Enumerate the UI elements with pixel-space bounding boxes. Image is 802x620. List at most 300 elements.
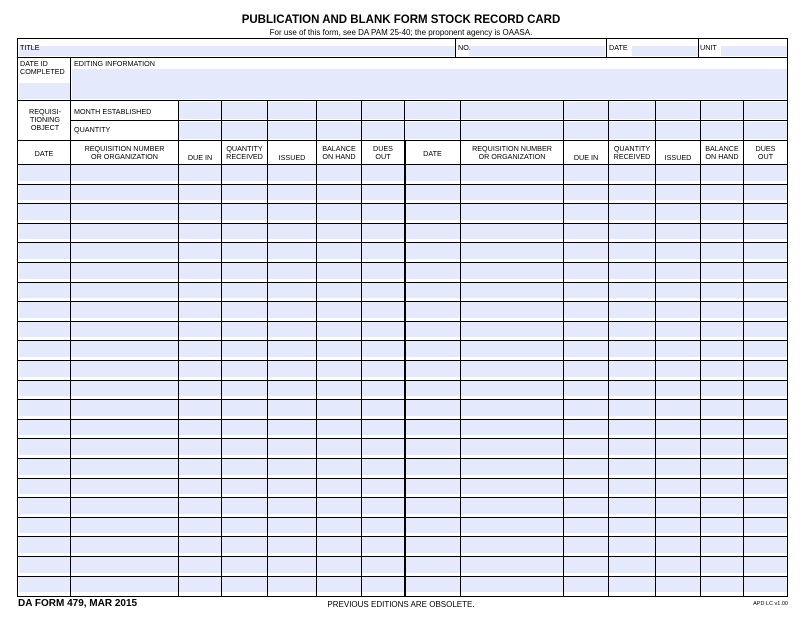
table-cell[interactable] [405, 577, 460, 593]
table-cell[interactable] [268, 322, 316, 338]
table-cell[interactable] [317, 165, 361, 181]
table-cell[interactable] [609, 341, 655, 357]
table-cell[interactable] [19, 243, 70, 259]
table-cell[interactable] [179, 381, 221, 397]
table-cell[interactable] [744, 302, 787, 318]
table-cell[interactable] [609, 537, 655, 553]
table-cell[interactable] [71, 243, 178, 259]
table-cell[interactable] [179, 479, 221, 495]
table-cell[interactable] [744, 204, 787, 220]
table-cell[interactable] [362, 361, 404, 377]
table-cell[interactable] [179, 204, 221, 220]
table-cell[interactable] [744, 420, 787, 436]
table-cell[interactable] [744, 557, 787, 573]
table-cell[interactable] [268, 185, 316, 201]
table-cell[interactable] [179, 263, 221, 279]
table-cell[interactable] [701, 577, 743, 593]
table-cell[interactable] [405, 341, 460, 357]
table-cell[interactable] [744, 341, 787, 357]
table-cell[interactable] [656, 361, 700, 377]
table-cell[interactable] [362, 165, 404, 181]
table-cell[interactable] [268, 381, 316, 397]
table-cell[interactable] [744, 381, 787, 397]
table-cell[interactable] [179, 361, 221, 377]
table-cell[interactable] [744, 185, 787, 201]
table-cell[interactable] [19, 185, 70, 201]
table-cell[interactable] [362, 479, 404, 495]
table-cell[interactable] [362, 498, 404, 514]
table-cell[interactable] [71, 381, 178, 397]
table-cell[interactable] [71, 498, 178, 514]
table-cell[interactable] [71, 302, 178, 318]
table-cell[interactable] [222, 361, 267, 377]
month-established-cell[interactable] [701, 102, 743, 119]
table-cell[interactable] [19, 263, 70, 279]
table-cell[interactable] [744, 400, 787, 416]
table-cell[interactable] [701, 361, 743, 377]
table-cell[interactable] [564, 439, 608, 455]
table-cell[interactable] [744, 577, 787, 593]
table-cell[interactable] [609, 224, 655, 240]
table-cell[interactable] [656, 204, 700, 220]
table-cell[interactable] [317, 302, 361, 318]
date-id-completed-field[interactable] [19, 83, 70, 99]
table-cell[interactable] [701, 381, 743, 397]
table-cell[interactable] [179, 341, 221, 357]
table-cell[interactable] [461, 322, 563, 338]
table-cell[interactable] [609, 302, 655, 318]
table-cell[interactable] [461, 459, 563, 475]
table-cell[interactable] [609, 381, 655, 397]
table-cell[interactable] [317, 204, 361, 220]
table-cell[interactable] [656, 341, 700, 357]
table-cell[interactable] [179, 420, 221, 436]
table-cell[interactable] [317, 439, 361, 455]
month-established-cell[interactable] [268, 102, 316, 119]
table-cell[interactable] [268, 263, 316, 279]
no-field[interactable] [469, 46, 605, 56]
table-cell[interactable] [362, 243, 404, 259]
table-cell[interactable] [701, 459, 743, 475]
table-cell[interactable] [461, 302, 563, 318]
table-cell[interactable] [362, 322, 404, 338]
table-cell[interactable] [362, 400, 404, 416]
table-cell[interactable] [656, 459, 700, 475]
table-cell[interactable] [71, 185, 178, 201]
table-cell[interactable] [405, 459, 460, 475]
month-established-cell[interactable] [405, 102, 460, 119]
table-cell[interactable] [461, 263, 563, 279]
table-cell[interactable] [701, 498, 743, 514]
table-cell[interactable] [564, 381, 608, 397]
table-cell[interactable] [222, 420, 267, 436]
table-cell[interactable] [222, 263, 267, 279]
table-cell[interactable] [317, 381, 361, 397]
table-cell[interactable] [179, 498, 221, 514]
table-cell[interactable] [656, 263, 700, 279]
date-field[interactable] [632, 46, 699, 56]
table-cell[interactable] [317, 263, 361, 279]
table-cell[interactable] [405, 479, 460, 495]
table-cell[interactable] [179, 518, 221, 534]
table-cell[interactable] [71, 557, 178, 573]
table-cell[interactable] [362, 283, 404, 299]
table-cell[interactable] [405, 204, 460, 220]
table-cell[interactable] [701, 479, 743, 495]
table-cell[interactable] [701, 341, 743, 357]
table-cell[interactable] [461, 400, 563, 416]
table-cell[interactable] [461, 341, 563, 357]
table-cell[interactable] [71, 420, 178, 436]
table-cell[interactable] [317, 577, 361, 593]
table-cell[interactable] [405, 185, 460, 201]
month-established-cell[interactable] [744, 102, 787, 119]
requisitioning-quantity-cell[interactable] [461, 122, 563, 139]
table-cell[interactable] [609, 243, 655, 259]
table-cell[interactable] [179, 243, 221, 259]
table-cell[interactable] [317, 537, 361, 553]
table-cell[interactable] [317, 459, 361, 475]
unit-field[interactable] [721, 46, 787, 56]
table-cell[interactable] [71, 263, 178, 279]
table-cell[interactable] [317, 341, 361, 357]
table-cell[interactable] [656, 577, 700, 593]
table-cell[interactable] [405, 283, 460, 299]
table-cell[interactable] [19, 224, 70, 240]
table-cell[interactable] [564, 537, 608, 553]
table-cell[interactable] [461, 577, 563, 593]
table-cell[interactable] [564, 361, 608, 377]
table-cell[interactable] [362, 557, 404, 573]
table-cell[interactable] [744, 537, 787, 553]
table-cell[interactable] [461, 518, 563, 534]
requisitioning-quantity-cell[interactable] [268, 122, 316, 139]
table-cell[interactable] [268, 204, 316, 220]
table-cell[interactable] [701, 224, 743, 240]
table-cell[interactable] [317, 283, 361, 299]
table-cell[interactable] [362, 341, 404, 357]
table-cell[interactable] [222, 400, 267, 416]
table-cell[interactable] [222, 243, 267, 259]
table-cell[interactable] [461, 204, 563, 220]
table-cell[interactable] [405, 165, 460, 181]
table-cell[interactable] [268, 283, 316, 299]
table-cell[interactable] [405, 420, 460, 436]
table-cell[interactable] [19, 400, 70, 416]
table-cell[interactable] [656, 537, 700, 553]
table-cell[interactable] [19, 537, 70, 553]
table-cell[interactable] [564, 459, 608, 475]
table-cell[interactable] [656, 381, 700, 397]
table-cell[interactable] [268, 498, 316, 514]
table-cell[interactable] [71, 577, 178, 593]
table-cell[interactable] [268, 479, 316, 495]
table-cell[interactable] [19, 420, 70, 436]
month-established-cell[interactable] [317, 102, 361, 119]
table-cell[interactable] [19, 498, 70, 514]
table-cell[interactable] [656, 420, 700, 436]
table-cell[interactable] [461, 185, 563, 201]
table-cell[interactable] [362, 439, 404, 455]
table-cell[interactable] [179, 302, 221, 318]
table-cell[interactable] [19, 518, 70, 534]
table-cell[interactable] [71, 341, 178, 357]
table-cell[interactable] [701, 518, 743, 534]
table-cell[interactable] [19, 341, 70, 357]
table-cell[interactable] [461, 420, 563, 436]
table-cell[interactable] [461, 224, 563, 240]
table-cell[interactable] [179, 322, 221, 338]
table-cell[interactable] [609, 459, 655, 475]
table-cell[interactable] [405, 498, 460, 514]
table-cell[interactable] [362, 381, 404, 397]
table-cell[interactable] [656, 224, 700, 240]
table-cell[interactable] [222, 577, 267, 593]
table-cell[interactable] [405, 361, 460, 377]
table-cell[interactable] [656, 283, 700, 299]
table-cell[interactable] [744, 322, 787, 338]
table-cell[interactable] [461, 557, 563, 573]
table-cell[interactable] [362, 263, 404, 279]
table-cell[interactable] [179, 577, 221, 593]
table-cell[interactable] [609, 400, 655, 416]
month-established-cell[interactable] [609, 102, 655, 119]
table-cell[interactable] [564, 322, 608, 338]
table-cell[interactable] [362, 518, 404, 534]
table-cell[interactable] [71, 283, 178, 299]
table-cell[interactable] [222, 204, 267, 220]
table-cell[interactable] [71, 322, 178, 338]
table-cell[interactable] [564, 577, 608, 593]
table-cell[interactable] [71, 224, 178, 240]
table-cell[interactable] [362, 185, 404, 201]
table-cell[interactable] [609, 498, 655, 514]
table-cell[interactable] [268, 400, 316, 416]
table-cell[interactable] [405, 243, 460, 259]
table-cell[interactable] [317, 224, 361, 240]
table-cell[interactable] [609, 204, 655, 220]
table-cell[interactable] [405, 400, 460, 416]
month-established-cell[interactable] [362, 102, 404, 119]
table-cell[interactable] [222, 302, 267, 318]
table-cell[interactable] [701, 283, 743, 299]
table-cell[interactable] [362, 204, 404, 220]
table-cell[interactable] [564, 341, 608, 357]
table-cell[interactable] [222, 224, 267, 240]
requisitioning-quantity-cell[interactable] [222, 122, 267, 139]
table-cell[interactable] [222, 518, 267, 534]
table-cell[interactable] [222, 498, 267, 514]
table-cell[interactable] [609, 557, 655, 573]
requisitioning-quantity-cell[interactable] [701, 122, 743, 139]
table-cell[interactable] [268, 577, 316, 593]
table-cell[interactable] [564, 243, 608, 259]
table-cell[interactable] [222, 165, 267, 181]
month-established-cell[interactable] [179, 102, 221, 119]
table-cell[interactable] [609, 283, 655, 299]
table-cell[interactable] [564, 420, 608, 436]
table-cell[interactable] [317, 361, 361, 377]
table-cell[interactable] [71, 361, 178, 377]
table-cell[interactable] [268, 165, 316, 181]
table-cell[interactable] [609, 361, 655, 377]
table-cell[interactable] [656, 185, 700, 201]
table-cell[interactable] [317, 400, 361, 416]
table-cell[interactable] [744, 283, 787, 299]
table-cell[interactable] [19, 302, 70, 318]
table-cell[interactable] [656, 400, 700, 416]
table-cell[interactable] [609, 518, 655, 534]
table-cell[interactable] [222, 459, 267, 475]
table-cell[interactable] [222, 479, 267, 495]
table-cell[interactable] [564, 400, 608, 416]
table-cell[interactable] [701, 537, 743, 553]
table-cell[interactable] [564, 302, 608, 318]
table-cell[interactable] [268, 439, 316, 455]
table-cell[interactable] [268, 361, 316, 377]
table-cell[interactable] [744, 439, 787, 455]
table-cell[interactable] [362, 577, 404, 593]
table-cell[interactable] [744, 165, 787, 181]
table-cell[interactable] [268, 518, 316, 534]
table-cell[interactable] [701, 185, 743, 201]
table-cell[interactable] [405, 381, 460, 397]
table-cell[interactable] [71, 459, 178, 475]
table-cell[interactable] [701, 263, 743, 279]
table-cell[interactable] [268, 224, 316, 240]
table-cell[interactable] [71, 479, 178, 495]
table-cell[interactable] [609, 263, 655, 279]
table-cell[interactable] [609, 439, 655, 455]
table-cell[interactable] [317, 420, 361, 436]
table-cell[interactable] [179, 537, 221, 553]
table-cell[interactable] [564, 204, 608, 220]
table-cell[interactable] [268, 420, 316, 436]
table-cell[interactable] [317, 479, 361, 495]
table-cell[interactable] [656, 557, 700, 573]
table-cell[interactable] [701, 243, 743, 259]
table-cell[interactable] [19, 283, 70, 299]
table-cell[interactable] [268, 537, 316, 553]
table-cell[interactable] [564, 557, 608, 573]
table-cell[interactable] [461, 439, 563, 455]
table-cell[interactable] [701, 204, 743, 220]
table-cell[interactable] [19, 577, 70, 593]
table-cell[interactable] [744, 243, 787, 259]
table-cell[interactable] [19, 322, 70, 338]
requisitioning-quantity-cell[interactable] [609, 122, 655, 139]
table-cell[interactable] [656, 322, 700, 338]
table-cell[interactable] [71, 165, 178, 181]
table-cell[interactable] [656, 302, 700, 318]
month-established-cell[interactable] [222, 102, 267, 119]
table-cell[interactable] [701, 439, 743, 455]
table-cell[interactable] [461, 165, 563, 181]
table-cell[interactable] [19, 557, 70, 573]
table-cell[interactable] [744, 224, 787, 240]
table-cell[interactable] [405, 557, 460, 573]
table-cell[interactable] [656, 439, 700, 455]
table-cell[interactable] [461, 381, 563, 397]
month-established-cell[interactable] [564, 102, 608, 119]
table-cell[interactable] [564, 283, 608, 299]
table-cell[interactable] [179, 400, 221, 416]
table-cell[interactable] [268, 341, 316, 357]
table-cell[interactable] [71, 537, 178, 553]
table-cell[interactable] [744, 479, 787, 495]
editing-information-field[interactable] [72, 69, 787, 99]
table-cell[interactable] [609, 322, 655, 338]
table-cell[interactable] [609, 577, 655, 593]
table-cell[interactable] [564, 165, 608, 181]
table-cell[interactable] [222, 341, 267, 357]
table-cell[interactable] [268, 459, 316, 475]
table-cell[interactable] [701, 302, 743, 318]
requisitioning-quantity-cell[interactable] [656, 122, 700, 139]
table-cell[interactable] [222, 283, 267, 299]
table-cell[interactable] [405, 302, 460, 318]
table-cell[interactable] [744, 263, 787, 279]
table-cell[interactable] [701, 322, 743, 338]
table-cell[interactable] [19, 439, 70, 455]
table-cell[interactable] [362, 459, 404, 475]
table-cell[interactable] [405, 537, 460, 553]
table-cell[interactable] [268, 557, 316, 573]
table-cell[interactable] [461, 537, 563, 553]
table-cell[interactable] [609, 165, 655, 181]
requisitioning-quantity-cell[interactable] [317, 122, 361, 139]
table-cell[interactable] [564, 185, 608, 201]
table-cell[interactable] [179, 459, 221, 475]
month-established-cell[interactable] [656, 102, 700, 119]
table-cell[interactable] [317, 185, 361, 201]
table-cell[interactable] [19, 204, 70, 220]
table-cell[interactable] [362, 537, 404, 553]
table-cell[interactable] [71, 518, 178, 534]
table-cell[interactable] [19, 381, 70, 397]
table-cell[interactable] [317, 518, 361, 534]
table-cell[interactable] [19, 361, 70, 377]
table-cell[interactable] [362, 224, 404, 240]
table-cell[interactable] [222, 185, 267, 201]
table-cell[interactable] [701, 400, 743, 416]
table-cell[interactable] [71, 204, 178, 220]
table-cell[interactable] [362, 302, 404, 318]
requisitioning-quantity-cell[interactable] [744, 122, 787, 139]
table-cell[interactable] [317, 557, 361, 573]
table-cell[interactable] [222, 439, 267, 455]
table-cell[interactable] [701, 557, 743, 573]
table-cell[interactable] [701, 165, 743, 181]
table-cell[interactable] [222, 537, 267, 553]
table-cell[interactable] [317, 498, 361, 514]
table-cell[interactable] [405, 322, 460, 338]
table-cell[interactable] [744, 498, 787, 514]
table-cell[interactable] [461, 283, 563, 299]
table-cell[interactable] [362, 420, 404, 436]
requisitioning-quantity-cell[interactable] [362, 122, 404, 139]
table-cell[interactable] [179, 439, 221, 455]
table-cell[interactable] [405, 224, 460, 240]
table-cell[interactable] [19, 459, 70, 475]
month-established-cell[interactable] [461, 102, 563, 119]
requisitioning-quantity-cell[interactable] [564, 122, 608, 139]
table-cell[interactable] [609, 420, 655, 436]
table-cell[interactable] [609, 479, 655, 495]
table-cell[interactable] [461, 361, 563, 377]
table-cell[interactable] [222, 322, 267, 338]
table-cell[interactable] [71, 439, 178, 455]
